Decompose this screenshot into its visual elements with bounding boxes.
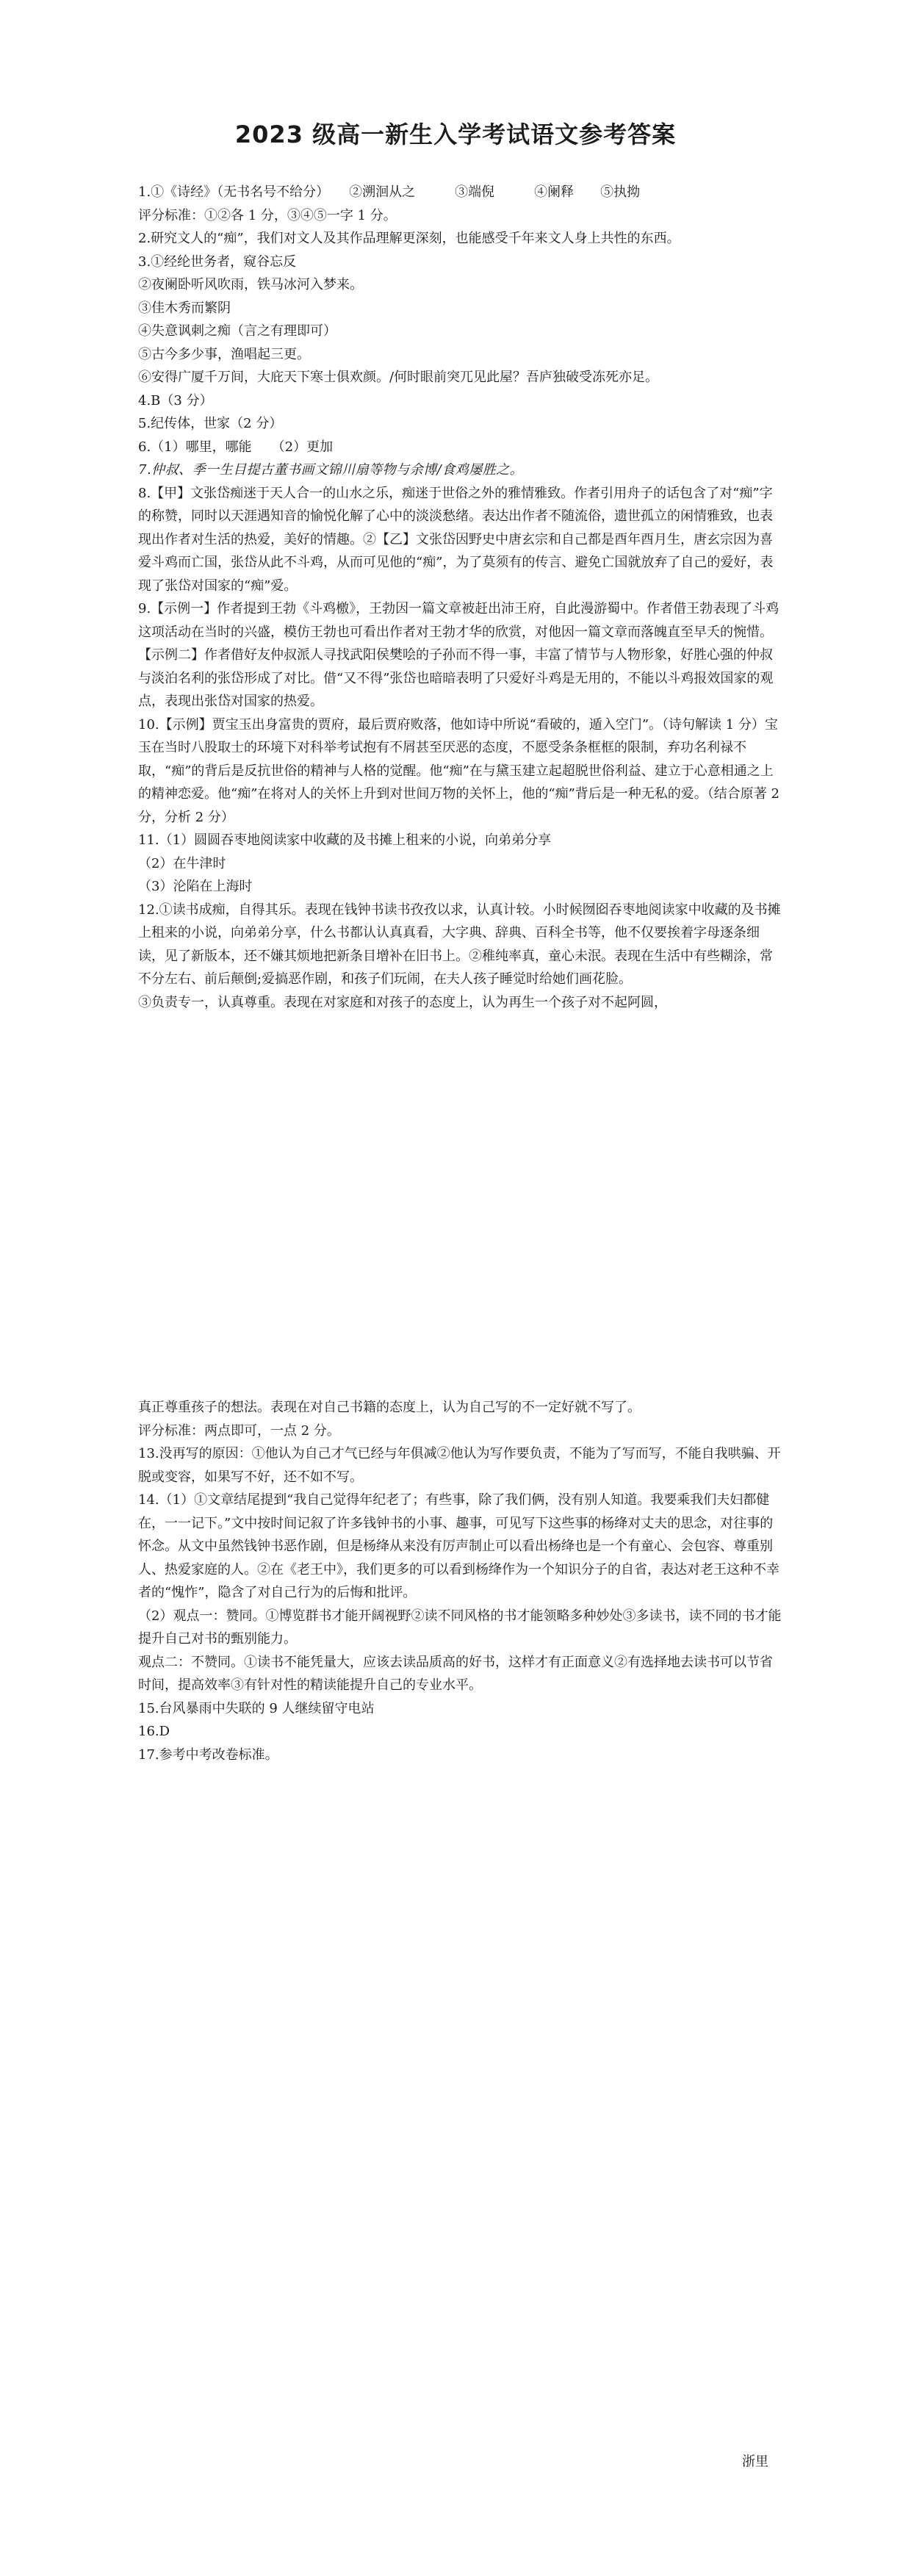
answer-section-1 xyxy=(138,181,785,1014)
answer-line: 12.①读书成痴，自得其乐。表现在钱钟书读书孜孜以求，认真计较。小时候囫囵吞枣地阅读家中收藏的及书摊上租来的小说，向弟弟分享，什么书都认认真真看，大字典、辞典、百科全书等，他不仅要挨着字母逐条细读，见了新版本，还不嫌其烦地把新条目增补在旧书上。②稚纯率真，童心未泯。表现在生活中有些糊涂，常不分左右、前后颠倒;爱搞恶作剧，和孩子们玩闹，在夫人孩子睡觉时给她们画花脸。 xyxy=(138,902,781,987)
answer-line: 1.①《诗经》（无书名号不给分） ②溯洄从之 ③端倪 ④阑释 ⑤执拗 xyxy=(138,184,641,200)
answer-line: ③负责专一，认真尊重。表现在对家庭和对孩子的态度上，认为再生一个孩子对不起阿圆， xyxy=(138,994,667,1010)
answer-line: （3）沦陷在上海时 xyxy=(138,879,253,894)
answer-line: ⑥安得广厦千万间，大庇天下寒士俱欢颜。/何时眼前突兀见此屋？吾庐独破受冻死亦足。 xyxy=(138,370,659,385)
footer-mark: 浙里 xyxy=(742,2454,768,2469)
answer-line: 2.研究文人的“痴”，我们对文人及其作品理解更深刻，也能感受千年来文人身上共性的东西。 xyxy=(138,231,680,246)
answer-line: 7.仲叔、季一生目提古董书画文锦川扇等物与余博/食鸡屡胜之。 xyxy=(138,462,524,478)
answer-line: 6.（1）哪里，哪能 （2）更加 xyxy=(138,439,334,455)
answer-line: 真正尊重孩子的想法。表现在对自己书籍的态度上，认为自己写的不一定好就不写了。 xyxy=(138,1400,641,1415)
answer-line: ④失意讽刺之痴（言之有理即可） xyxy=(138,323,336,339)
answer-line: 4.B（3 分） xyxy=(138,392,213,409)
answer-section-2 xyxy=(138,1396,785,1766)
answer-line: 评分标准：两点即可，一点 2 分。 xyxy=(138,1422,340,1439)
answer-line: 5.纪传体，世家（2 分） xyxy=(138,416,283,431)
answer-line: （2）在牛津时 xyxy=(138,855,226,871)
answer-line: ③佳木秀而繁阴 xyxy=(138,300,231,316)
answer-line: 观点二：不赞同。①读书不能凭量大，应该去读品质高的好书，这样才有正面意义②有选择地去读书可以节省时间，提高效率③有针对性的精读能提升自己的专业水平。 xyxy=(138,1654,773,1693)
answer-line: 9.【示例一】作者提到王勃《斗鸡檄》，王勃因一篇文章被赶出沛王府，自此漫游蜀中。作者借王勃表现了斗鸡这项活动在当时的兴盛，模仿王勃也可看出作者对王勃才华的欣赏，对他因一篇文章而落魄直至早夭的惋惜。 xyxy=(138,601,779,640)
answer-line: 13.没再写的原因：①他认为自己才气已经与年俱减②他认为写作要负责，不能为了写而写，不能自我哄骗、开脱或变容，如果写不好，还不如不写。 xyxy=(138,1446,781,1485)
answer-line: 评分标准：①②各 1 分，③④⑤一字 1 分。 xyxy=(138,207,397,223)
answer-line: 16.D xyxy=(138,1724,170,1739)
answer-line: 14.（1）①文章结尾提到“我自己觉得年纪老了；有些事，除了我们俩，没有别人知道。我要乘我们夫妇都健在，一一记下。”文中按时间记叙了许多钱钟书的小事、趣事，可见写下这些事的杨绛对丈夫的思念，对往事的怀念。从文中虽然钱钟书恶作剧，但是杨绛从来没有厉声制止可以看出杨绛也是一个有童心、会包容、尊重别人、热爱家庭的人。②在《老王中》，我们更多的可以看到杨绛作为一个知识分子的自省，表达对老王这种不幸者的“愧怍”，隐含了对自己行为的后悔和批评。 xyxy=(138,1492,779,1600)
answer-line: 17.参考中考改卷标准。 xyxy=(138,1746,278,1763)
answer-line: 10.【示例】贾宝玉出身富贵的贾府，最后贾府败落，他如诗中所说“看破的，遁入空门”。（诗句解读 1 分）宝玉在当时八股取士的环境下对科举考试抱有不屑甚至厌恶的态度，不愿受条条框框的限制，弃功名利禄不取，“痴”的背后是反抗世俗的精神与人格的觉醒。他“痴”在与黛玉建立起超脱世俗利益、建立于心意相通之上的精神恋爱。他“痴”在将对人的关怀上升到对世间万物的关怀上，他的“痴”背后是一种无私的爱。（结合原著 2 分，分析 2 分） xyxy=(138,716,779,825)
answer-line: 15.台风暴雨中失联的 9 人继续留守电站 xyxy=(138,1700,375,1716)
answer-line: 【示例二】作者借好友仲叔派人寻找武阳侯樊哙的子孙而不得一事，丰富了情节与人物形象，好胜心强的仲叔与淡泊名利的张岱形成了对比。借“又不得”张岱也暗暗表明了只爱好斗鸡是无用的，不能以斗鸡报效国家的观点，表现出张岱对国家的热爱。 xyxy=(138,647,774,709)
answer-line: ⑤古今多少事，渔唱起三更。 xyxy=(138,346,310,362)
answer-line: 11.（1）圆圆吞枣地阅读家中收藏的及书摊上租来的小说，向弟弟分享 xyxy=(138,832,552,848)
answer-line: 3.①经纶世务者，窥谷忘反 xyxy=(138,253,297,270)
answer-line: 8.【甲】文张岱痴迷于天人合一的山水之乐，痴迷于世俗之外的雅情雅致。作者引用舟子的话包含了对“痴”字的称赞，同时以天涯遇知音的愉悦化解了心中的淡淡愁绪。表达出作者不随流俗，遗世孤立的闲情雅致，也表现出作者对生活的热爱，美好的情趣。②【乙】文张岱因野史中唐玄宗和自己都是酉年酉月生，唐玄宗因为喜爱斗鸡而亡国，张岱从此不斗鸡，从而可见他的“痴”，为了莫须有的传言、避免亡国就放弃了自己的爱好，表现了张岱对国家的“痴”爱。 xyxy=(138,485,774,594)
answer-line: （2）观点一：赞同。①博览群书才能开阔视野②读不同风格的书才能领略多种妙处③多读书，读不同的书才能提升自己对书的甄别能力。 xyxy=(138,1608,782,1647)
page-title: 2023 级高一新生入学考试语文参考答案 xyxy=(234,120,677,148)
answer-line: ②夜阑卧听风吹雨，铁马冰河入梦来。 xyxy=(138,277,363,292)
